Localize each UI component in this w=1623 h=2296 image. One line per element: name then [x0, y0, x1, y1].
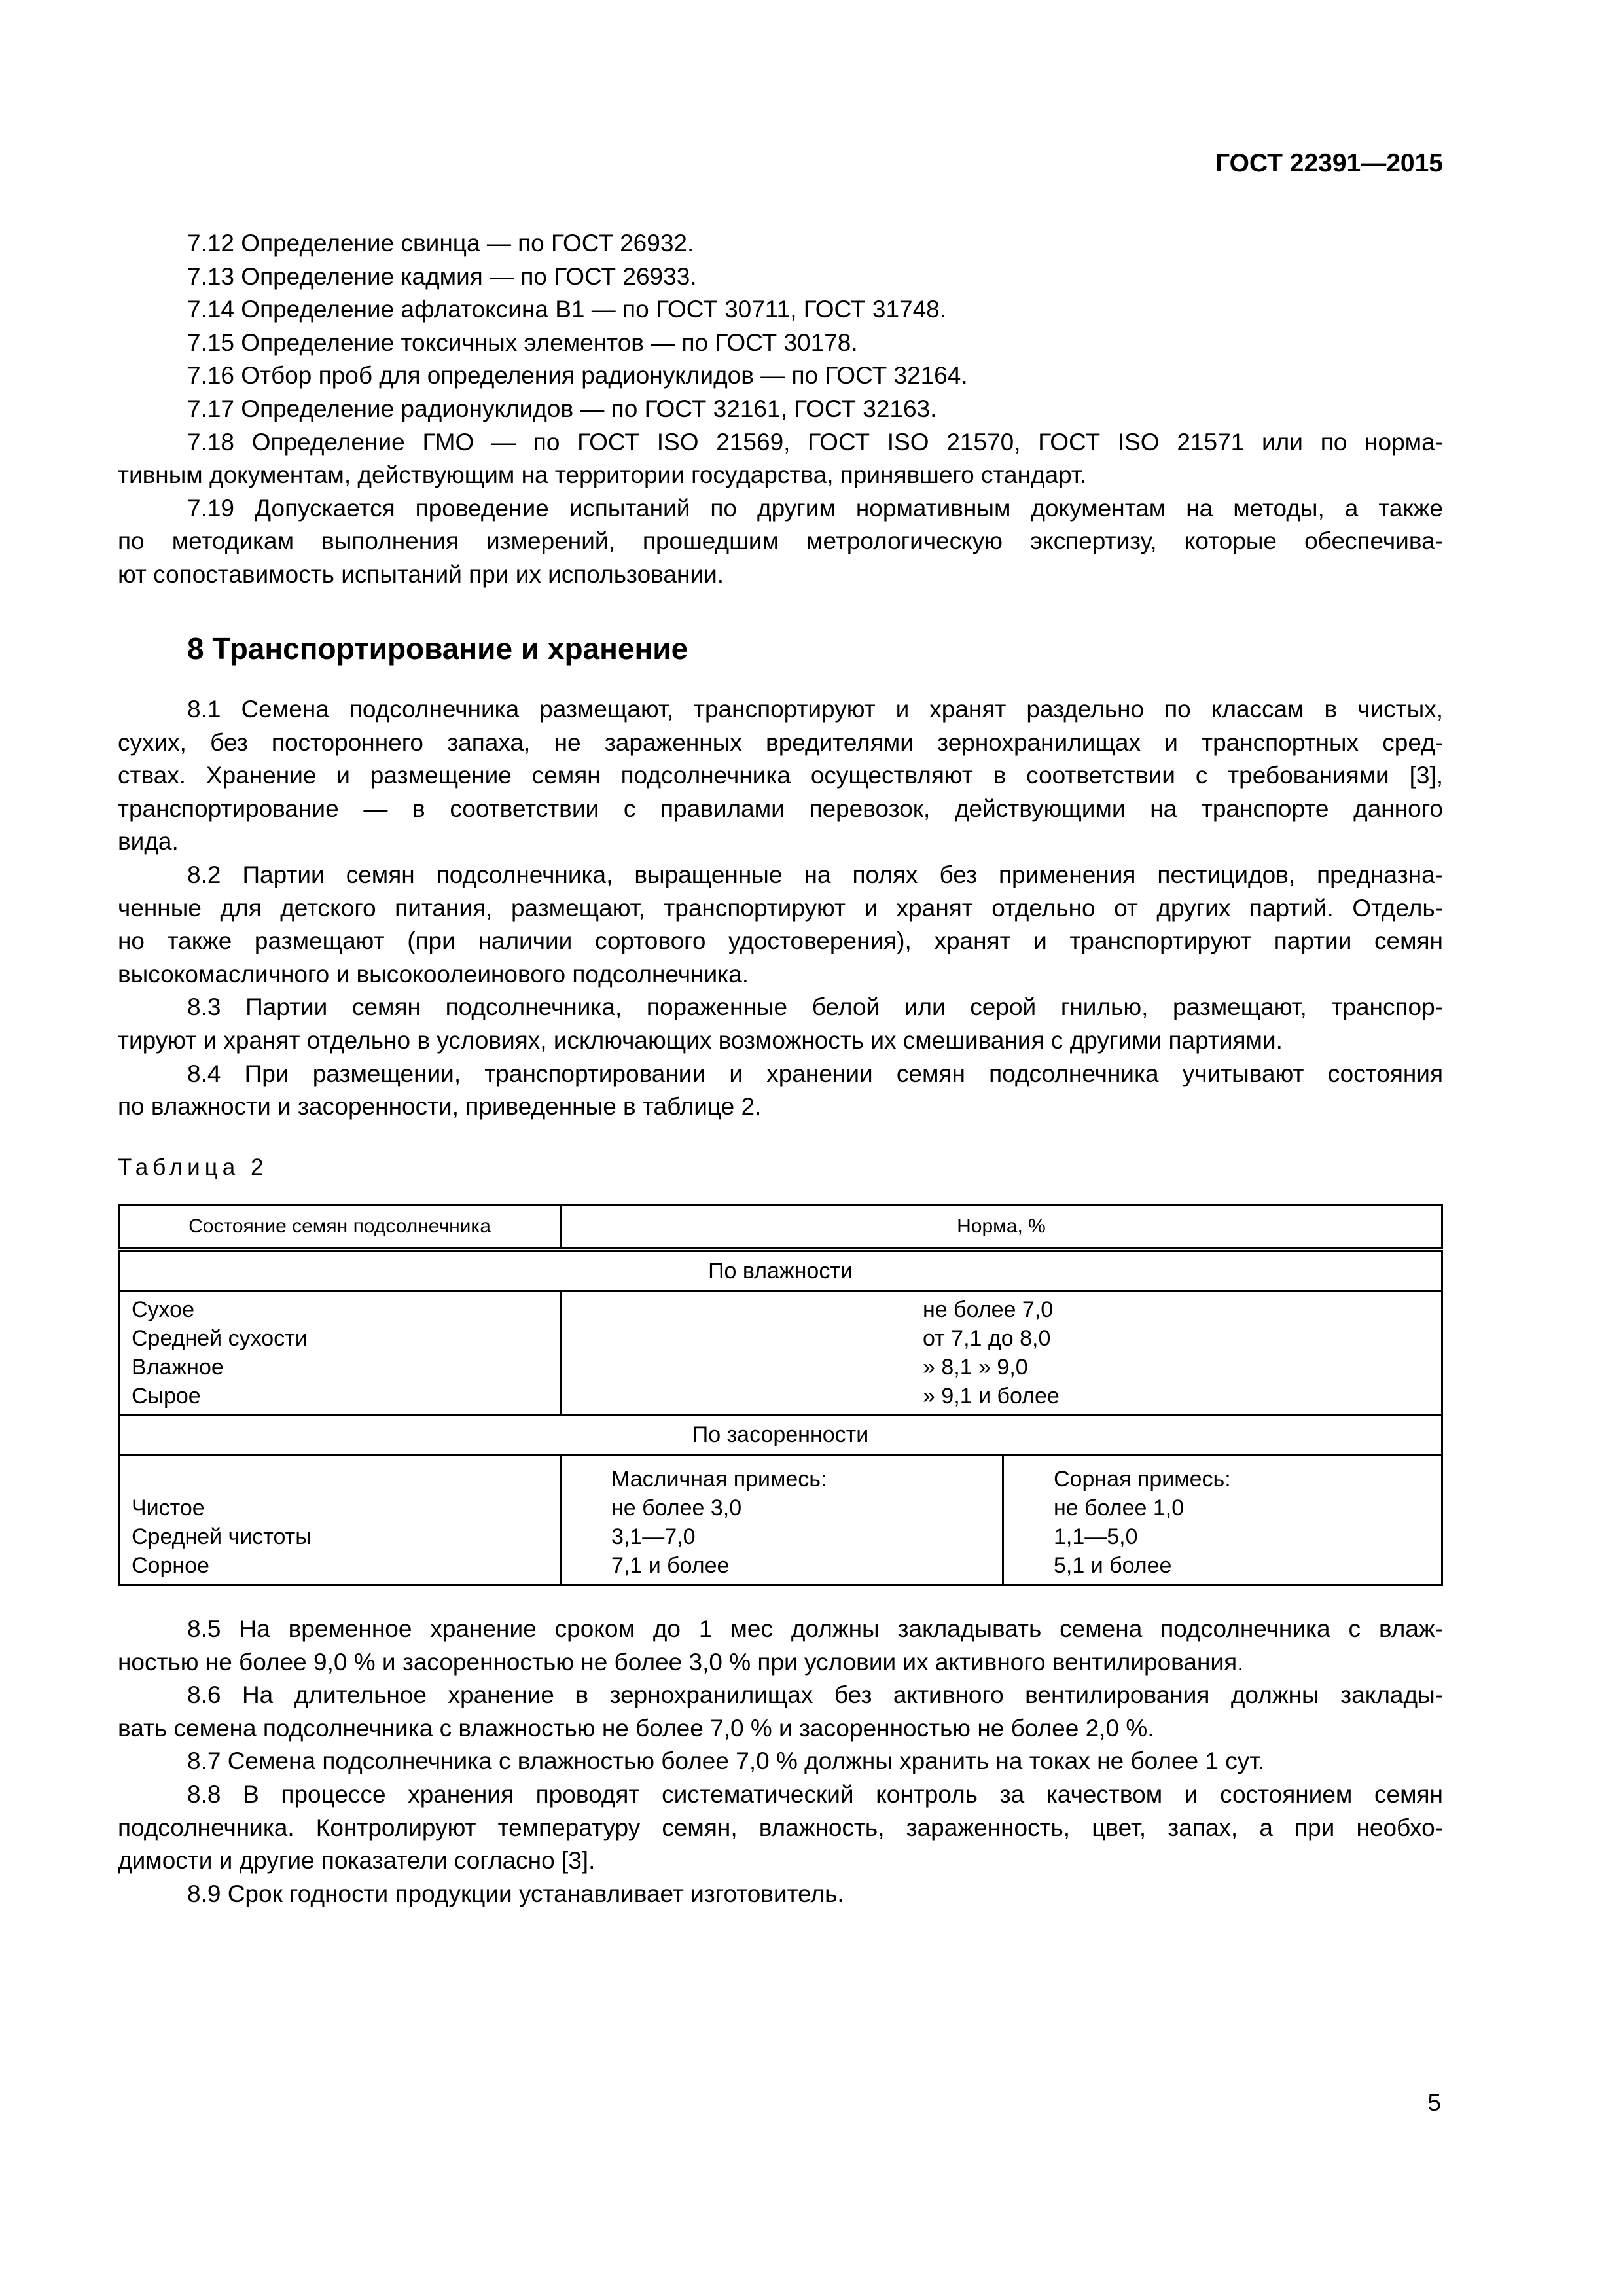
- paragraph: [118, 227, 1443, 260]
- paragraph-line: 7.13 Определение кадмия — по ГОСТ 26933.: [187, 262, 697, 290]
- paragraph-line: но также размещают (при наличии сортового удостоверения), хранят и транспортируют партии семян: [118, 927, 1443, 955]
- paragraph-line: высокомасличного и высокоолеинового подсолнечника.: [118, 960, 749, 988]
- col-header-norm: Норма, %: [561, 1206, 1442, 1250]
- paragraph-line: подсолнечника. Контролируют температуру семян, влажность, зараженность, цвет, запах, а при необхо-: [118, 1814, 1443, 1841]
- paragraph-line: 7.15 Определение токсичных элементов — по ГОСТ 30178.: [187, 329, 858, 356]
- paragraph-line: по методикам выполнения измерений, прошедшим метрологическую экспертизу, которые обеспечива-: [118, 528, 1443, 555]
- paragraph: [118, 393, 1443, 426]
- cell-line: Влажное: [132, 1355, 224, 1380]
- paragraph-line: 7.14 Определение афлатоксина В1 — по ГОСТ 30711, ГОСТ 31748.: [187, 296, 947, 323]
- oil-impurity-norms: [561, 1455, 1003, 1585]
- paragraph-line: вать семена подсолнечника с влажностью не более 7,0 % и засоренностью не более 2,0 %.: [118, 1714, 1154, 1742]
- paragraph: [118, 859, 1443, 991]
- paragraph-line: 8.6 На длительное хранение в зернохранилищах без активного вентилирования должны заклады-: [187, 1681, 1443, 1709]
- section-8-heading: 8 Транспортирование и хранение: [187, 632, 688, 666]
- paragraph-line: ют сопоставимость испытаний при их использовании.: [118, 560, 724, 588]
- cell-line: Сорное: [132, 1553, 209, 1578]
- cell-line: не более 3,0: [611, 1496, 742, 1520]
- paragraph-line: ченные для детского питания, размещают, транспортируют и хранят отдельно от других партий. Отдель-: [118, 894, 1443, 922]
- cell-line: Чистое: [132, 1496, 205, 1520]
- paragraph-line: 8.1 Семена подсолнечника размещают, транспортируют и хранят раздельно по классам в чистых,: [187, 696, 1443, 723]
- paragraph-line: транспортирование — в соответствии с правилами перевозок, действующими на транспорте данного: [118, 795, 1443, 822]
- cell-line: не более 7,0: [923, 1297, 1054, 1322]
- paragraph: [118, 1745, 1443, 1778]
- paragraph: [118, 426, 1443, 492]
- paragraph: [118, 327, 1443, 360]
- document-header: ГОСТ 22391—2015: [1215, 149, 1443, 177]
- weed-impurity-norms: [1003, 1455, 1442, 1585]
- cell-line: от 7,1 до 8,0: [923, 1326, 1051, 1351]
- group-purity: По засоренности: [119, 1415, 1442, 1455]
- table-row-purity: [119, 1455, 1442, 1585]
- section-8-continued-paragraphs: [118, 1613, 1443, 1910]
- paragraph-line: 8.9 Срок годности продукции устанавливает изготовитель.: [187, 1880, 844, 1907]
- paragraph-line: 8.3 Партии семян подсолнечника, пораженные белой или серой гнилью, размещают, транспор-: [187, 994, 1443, 1021]
- paragraph-line: вида.: [118, 828, 179, 855]
- cell-line: Сырое: [132, 1384, 201, 1408]
- paragraph: [118, 492, 1443, 592]
- col-header-state: Состояние семян подсолнечника: [119, 1206, 561, 1250]
- paragraph-line: тивным документам, действующим на территории государства, принявшего стандарт.: [118, 461, 1087, 489]
- paragraph-line: сухих, без постороннего запаха, не зараженных вредителями зернохранилищах и транспортных сред-: [118, 728, 1443, 756]
- cell-line: 1,1—5,0: [1054, 1524, 1138, 1549]
- section-7-paragraphs: [118, 227, 1443, 592]
- table-caption: Таблица 2: [118, 1155, 268, 1180]
- paragraph-line: димости и другие показатели согласно [3].: [118, 1847, 596, 1874]
- paragraph: [118, 293, 1443, 327]
- table-2: [118, 1204, 1443, 1586]
- paragraph-line: 7.16 Отбор проб для определения радионуклидов — по ГОСТ 32164.: [187, 362, 968, 389]
- cell-line: 3,1—7,0: [611, 1524, 696, 1549]
- cell-line: не более 1,0: [1054, 1496, 1185, 1520]
- paragraph-line: 8.8 В процессе хранения проводят систематический контроль за качеством и состоянием семян: [187, 1780, 1443, 1808]
- section-8-paragraphs: [118, 693, 1443, 1124]
- paragraph-line: 7.19 Допускается проведение испытаний по другим нормативным документам на методы, а также: [187, 494, 1443, 522]
- paragraph-line: 8.7 Семена подсолнечника с влажностью более 7,0 % должны хранить на токах не более 1 сут.: [187, 1748, 1265, 1775]
- paragraph: [118, 1058, 1443, 1124]
- paragraph-line: 7.17 Определение радионуклидов — по ГОСТ 32161, ГОСТ 32163.: [187, 395, 937, 422]
- cell-line: » 9,1 и более: [923, 1384, 1060, 1408]
- cell-line: » 8,1 » 9,0: [923, 1355, 1028, 1380]
- cell-line: Сорная примесь:: [1054, 1467, 1231, 1492]
- paragraph: [118, 693, 1443, 859]
- purity-states: [119, 1455, 561, 1585]
- paragraph: [118, 260, 1443, 294]
- page-number: 5: [1427, 2089, 1441, 2116]
- cell-line: Средней сухости: [132, 1326, 308, 1351]
- cell-line: Сухое: [132, 1297, 194, 1322]
- group-moisture: По влажности: [119, 1249, 1442, 1291]
- cell-line: Масличная примесь:: [611, 1467, 827, 1492]
- paragraph-line: ствах. Хранение и размещение семян подсолнечника осуществляют в соответствии с требованиями [3],: [118, 762, 1443, 789]
- cell-line: 7,1 и более: [611, 1553, 730, 1578]
- moisture-norms: [561, 1291, 1442, 1415]
- paragraph-line: 8.5 На временное хранение сроком до 1 мес должны закладывать семена подсолнечника с влаж-: [187, 1615, 1443, 1642]
- moisture-states: [119, 1291, 561, 1415]
- paragraph-line: 7.18 Определение ГМО — по ГОСТ ISO 21569, ГОСТ ISO 21570, ГОСТ ISO 21571 или по норма-: [187, 428, 1443, 456]
- paragraph: [118, 359, 1443, 393]
- paragraph-line: по влажности и засоренности, приведенные в таблице 2.: [118, 1093, 762, 1121]
- paragraph: [118, 1778, 1443, 1878]
- paragraph: [118, 1613, 1443, 1679]
- cell-line: 5,1 и более: [1054, 1553, 1172, 1578]
- cell-line: Средней чистоты: [132, 1524, 312, 1549]
- paragraph: [118, 991, 1443, 1057]
- paragraph-line: 8.2 Партии семян подсолнечника, выращенные на полях без применения пестицидов, предназна-: [187, 861, 1443, 888]
- paragraph-line: 7.12 Определение свинца — по ГОСТ 26932.: [187, 230, 694, 257]
- paragraph-line: ностью не более 9,0 % и засоренностью не более 3,0 % при условии их активного вентилирования.: [118, 1648, 1244, 1676]
- table-row-moisture: [119, 1291, 1442, 1415]
- paragraph-line: 8.4 При размещении, транспортировании и хранении семян подсолнечника учитывают состояния: [187, 1060, 1443, 1087]
- paragraph: [118, 1878, 1443, 1911]
- table-header-row: [119, 1206, 1442, 1250]
- paragraph-line: тируют и хранят отдельно в условиях, исключающих возможность их смешивания с другими партиями.: [118, 1026, 1283, 1054]
- paragraph: [118, 1679, 1443, 1745]
